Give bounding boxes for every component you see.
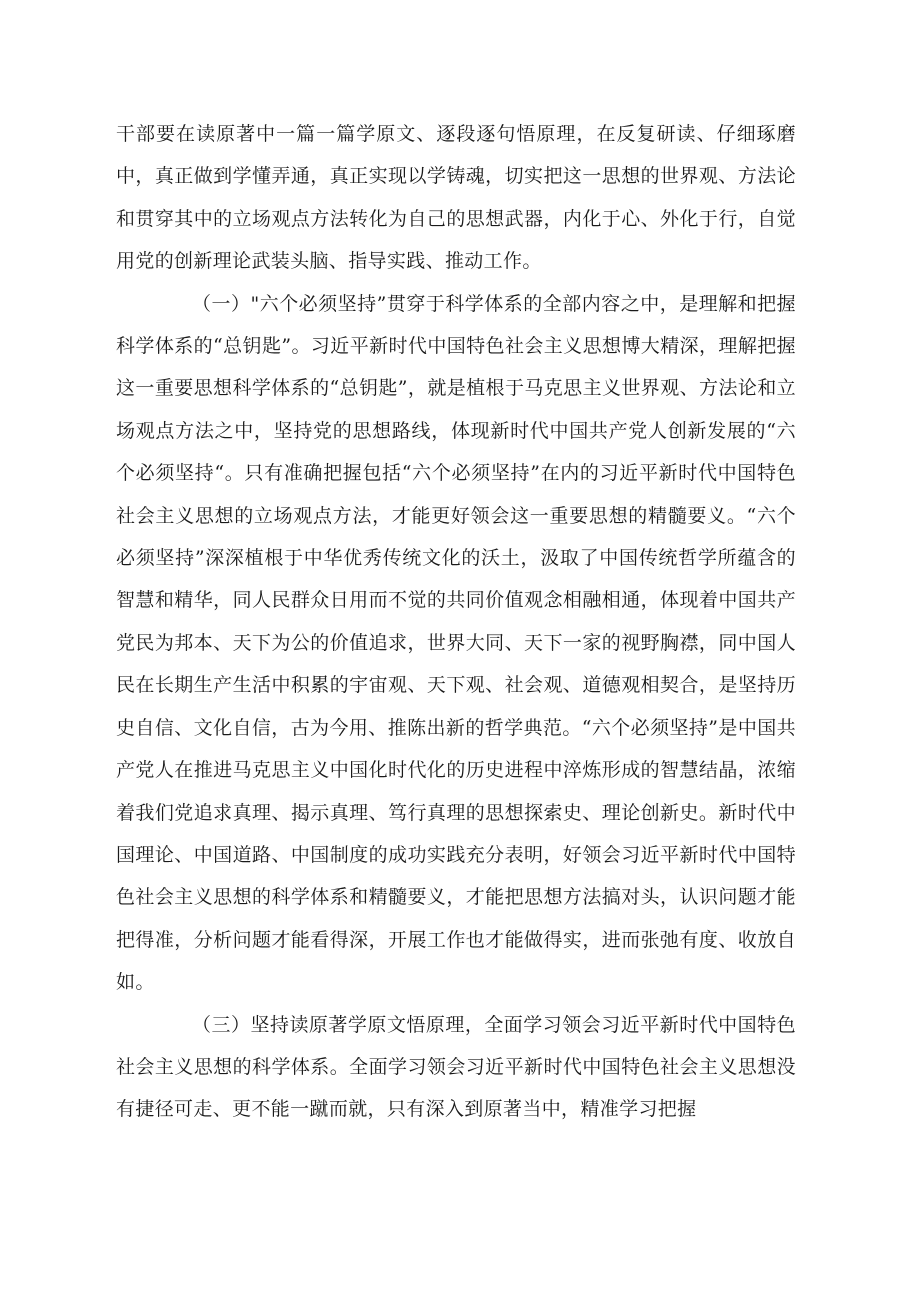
paragraph-section-one: （一）"六个必须坚持”贯穿于科学体系的全部内容之中，是理解和把握科学体系的“总钥匙”。习近平新时代中国特色社会主义思想博大精深，理解把握这一重要思想科学体系的“总钥匙”，就是植根于马克思主义世界观、方法论和立场观点方法之中，坚持党的思想路线，体现新时代中国共产党人创新发展的“六个必须坚持“。只有准确把握包括“六个必须坚持”在内的习近平新时代中国特色社会主义思想的立场观点方法，才能更好领会这一重要思想的精髓要义。“六个必须坚持”深深植根于中华优秀传统文化的沃土，汲取了中国传统哲学所蕴含的智慧和精华，同人民群众日用而不觉的共同价值观念相融相通，体现着中国共产党民为邦本、天下为公的价值追求，世界大同、天下一家的视野胸襟，同中国人民在长期生产生活中积累的宇宙观、天下观、社会观、道德观相契合，是坚持历史自信、文化自信，古为今用、推陈出新的哲学典范。“六个必须坚持”是中国共产党人在推进马克思主义中国化时代化的历史进程中淬炼形成的智慧结晶，浓缩着我们党追求真理、揭示真理、笃行真理的思想探索史、理论创新史。新时代中国理论、中国道路、中国制度的成功实践充分表明，好领会习近平新时代中国特色社会主义思想的科学体系和精髓要义，才能把思想方法搞对头，认识问题才能把得准，分析问题才能看得深，开展工作也才能做得实，进而张弛有度、收放自如。 — [116, 292, 796, 994]
document-body — [116, 113, 796, 1131]
paragraph-continuation: 干部要在读原著中一篇一篇学原文、逐段逐句悟原理，在反复研读、仔细琢磨中，真正做到学懂弄通，真正实现以学铸魂，切实把这一思想的世界观、方法论和贯穿其中的立场观点方法转化为自己的思想武器，内化于心、外化于行，自觉用党的创新理论武装头脑、指导实践、推动工作。 — [116, 123, 796, 273]
paragraph-section-three: （三）坚持读原著学原文悟原理，全面学习领会习近平新时代中国特色社会主义思想的科学体系。全面学习领会习近平新时代中国特色社会主义思想没有捷径可走、更不能一蹴而就，只有深入到原著当中，精准学习把握 — [116, 1013, 796, 1121]
